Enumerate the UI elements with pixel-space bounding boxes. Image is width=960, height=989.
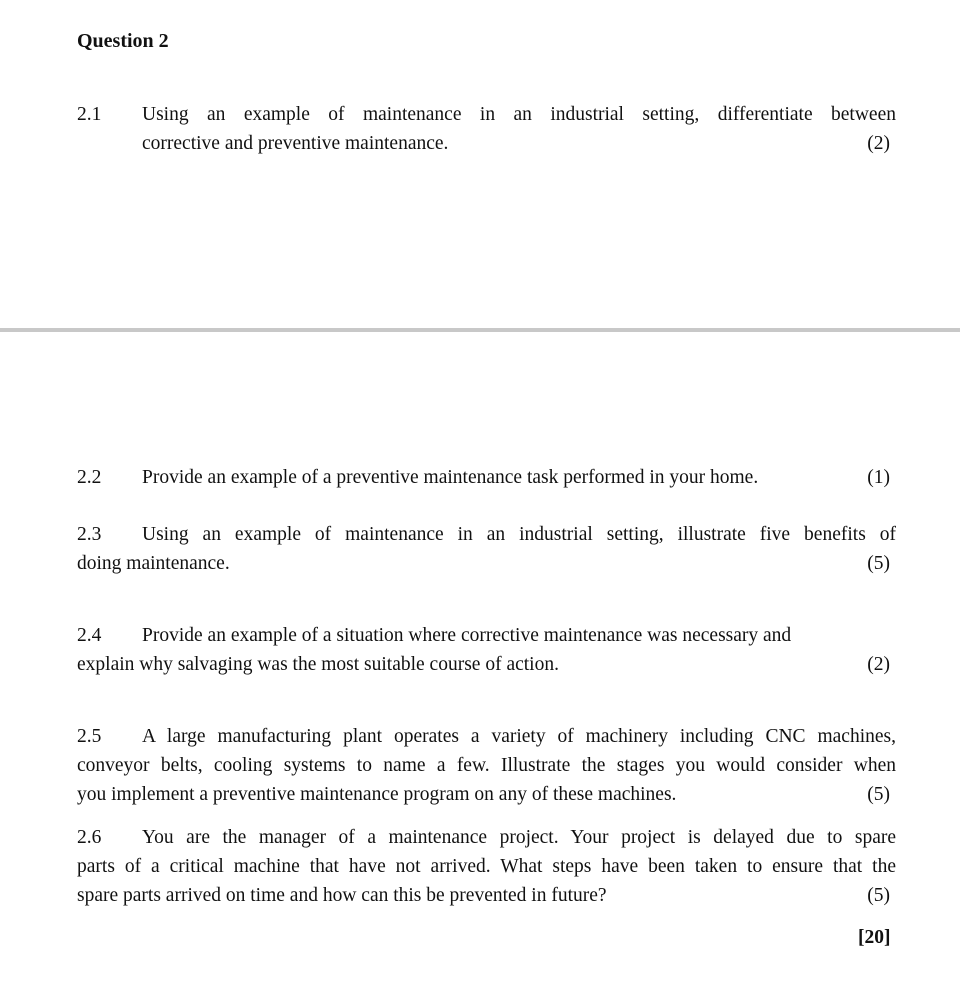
question-text-line1: Using an example of maintenance in an industrial setting, differentiate between [142,104,896,125]
question-text-line2: explain why salvaging was the most suitable course of action. [77,654,559,675]
question-text: Provide an example of a preventive maintenance task performed in your home. [142,467,759,488]
question-number: 2.2 [77,467,102,488]
question-heading: Question 2 [77,30,169,52]
question-2-3 [77,520,896,578]
marks-label: (2) [867,654,890,675]
question-text-line2: parts of a critical machine that have not arrived. What steps have been taken to ensure that the [77,856,896,877]
question-2-5 [77,722,896,809]
marks-label: (5) [867,553,890,574]
question-text-line1: Provide an example of a situation where corrective maintenance was necessary and [142,625,792,646]
question-text-line1: Using an example of maintenance in an industrial setting, illustrate five benefits of [142,524,896,545]
question-text-line2: conveyor belts, cooling systems to name a few. Illustrate the stages you would consider when [77,755,896,776]
total-marks: [20] [858,927,891,948]
question-number: 2.1 [77,104,102,125]
marks-label: (2) [867,133,890,154]
question-number: 2.6 [77,827,102,848]
marks-label: (5) [867,885,890,906]
question-2-6 [77,823,896,910]
marks-label: (5) [867,784,890,805]
question-2-2 [77,463,896,492]
question-number: 2.4 [77,625,102,646]
question-text-line1: You are the manager of a maintenance project. Your project is delayed due to spare [142,827,896,848]
question-text-line1: A large manufacturing plant operates a variety of machinery including CNC machines, [142,726,896,747]
question-text-line3: you implement a preventive maintenance program on any of these machines. [77,784,677,805]
question-text-line2: doing maintenance. [77,553,230,574]
question-number: 2.3 [77,524,102,545]
marks-label: (1) [867,467,890,488]
page-divider [0,328,960,332]
question-2-4 [77,621,896,679]
question-number: 2.5 [77,726,102,747]
question-2-1 [77,100,896,158]
question-text-line2: corrective and preventive maintenance. [142,133,449,154]
question-text-line3: spare parts arrived on time and how can this be prevented in future? [77,885,607,906]
